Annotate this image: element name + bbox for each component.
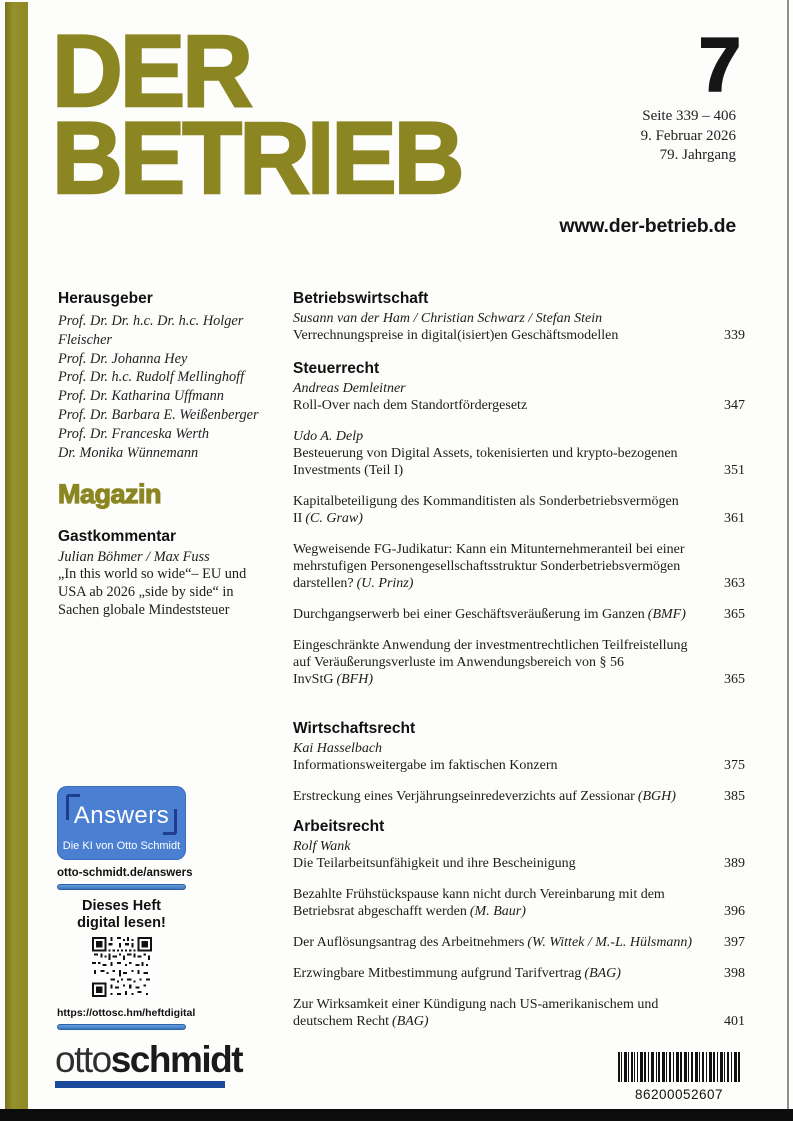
publisher-logo <box>55 1040 242 1088</box>
issue-meta <box>641 107 736 166</box>
digital-read-line1: Dieses Heft <box>82 898 161 914</box>
publisher-underline-bar <box>55 1081 225 1088</box>
entry-text <box>293 493 705 527</box>
editor-name: Prof. Dr. Johanna Hey <box>58 350 188 367</box>
publisher-part1: otto <box>55 1039 111 1080</box>
toc-entry <box>293 380 745 414</box>
spine-stripe <box>5 2 28 1109</box>
entry-ref: (C. Graw) <box>305 511 363 526</box>
digital-url: https://ottosc.hm/heftdigital <box>57 1007 196 1019</box>
page-right-edge <box>787 0 789 1109</box>
entry-title: Die Teilarbeitsunfähigkeit und ihre Bescheinigung <box>293 856 576 871</box>
entry-page-number: 347 <box>724 398 745 413</box>
digital-read-label <box>57 898 186 932</box>
editor-name: Prof. Dr. h.c. Rudolf Mellinghoff <box>58 369 245 386</box>
section-steuerrecht <box>293 360 745 688</box>
entry-text <box>293 965 621 982</box>
toc-entry <box>293 996 745 1030</box>
entry-page-number: 365 <box>724 672 745 687</box>
magazine-logo <box>52 14 462 215</box>
issue-date: 9. Februar 2026 <box>640 127 736 144</box>
entry-ref: (BAG) <box>584 966 621 981</box>
entry-page-number: 397 <box>724 935 745 950</box>
gastkommentar-title-line: Sachen globale Mindeststeuer <box>58 601 230 618</box>
entry-ref: (BGH) <box>637 789 676 804</box>
page-range: Seite 339 – 406 <box>642 108 736 124</box>
editor-name: Prof. Dr. Dr. h.c. Dr. h.c. Holger Fleischer <box>58 313 244 348</box>
toc-entry <box>293 493 745 527</box>
entry-title: Roll-Over nach dem Standortfördergesetz <box>293 398 528 413</box>
gastkommentar-authors: Julian Böhmer / Max Fuss <box>58 549 210 566</box>
entry-page-number: 385 <box>724 789 745 804</box>
entry-ref: (BAG) <box>392 1014 429 1029</box>
entry-page-number: 361 <box>724 511 745 526</box>
section-heading: Steuerrecht <box>293 360 380 377</box>
toc-entry <box>293 310 745 344</box>
answers-logo-badge <box>57 786 186 860</box>
section-arbeitsrecht <box>293 818 745 1030</box>
promo-stack <box>57 786 196 1030</box>
entry-ref: (BMF) <box>647 607 686 622</box>
divider-bar <box>57 884 186 890</box>
table-of-contents <box>293 290 745 1030</box>
toc-entry <box>293 541 745 592</box>
left-column <box>58 290 280 620</box>
divider-bar <box>57 1024 186 1030</box>
editor-name: Dr. Monika Wünnemann <box>58 444 199 461</box>
entry-text <box>293 996 705 1030</box>
publisher-part2: schmidt <box>110 1039 243 1080</box>
toc-entry <box>293 965 745 982</box>
toc-entry <box>293 606 745 623</box>
entry-authors: Udo A. Delp <box>293 429 364 444</box>
toc-entry <box>293 637 745 688</box>
issue-number: 7 <box>698 23 741 108</box>
entry-ref: (U. Prinz) <box>356 576 414 591</box>
section-heading: Betriebswirtschaft <box>293 290 429 307</box>
section-heading: Arbeitsrecht <box>293 818 385 835</box>
entry-text <box>293 541 705 592</box>
website-url: www.der-betrieb.de <box>559 215 736 237</box>
barcode-block <box>617 1052 741 1102</box>
answers-url: otto-schmidt.de/answers <box>57 867 193 879</box>
gastkommentar-title-line: USA ab 2026 „side by side“ in <box>58 584 234 601</box>
entry-page-number: 401 <box>724 1014 745 1029</box>
entry-text <box>293 788 676 805</box>
herausgeber-list <box>58 312 280 462</box>
toc-entry <box>293 740 745 774</box>
toc-entry <box>293 838 745 872</box>
magazin-heading: Magazin <box>58 479 162 510</box>
entry-text <box>293 310 618 344</box>
entry-authors: Susann van der Ham / Christian Schwarz / Stefan Stein <box>293 311 603 326</box>
entry-ref: (M. Baur) <box>469 904 526 919</box>
entry-title: Zur Wirksamkeit einer Kündigung nach US-amerikanischem und deutschem Recht <box>293 997 659 1029</box>
entry-page-number: 398 <box>724 966 745 981</box>
entry-title: Wegweisende FG-Judikatur: Kann ein Mitunternehmeranteil bei einer mehrstufigen Personengesellschaftsstruktur Sonderbetriebsvermögen darstellen? <box>293 542 685 591</box>
section-betriebswirtschaft <box>293 290 745 344</box>
section-wirtschaftsrecht <box>293 720 745 805</box>
entry-title: Erzwingbare Mitbestimmung aufgrund Tarifvertrag <box>293 966 582 981</box>
toc-entry <box>293 428 745 479</box>
entry-ref: (BFH) <box>336 672 373 687</box>
gastkommentar-block <box>58 528 280 619</box>
entry-title: Kapitalbeteiligung des Kommanditisten als Sonderbetriebsvermögen II <box>293 494 679 526</box>
barcode-number: 86200052607 <box>634 1087 724 1102</box>
entry-title: Der Auflösungsantrag des Arbeitnehmers <box>293 935 525 950</box>
toc-entry <box>293 886 745 920</box>
entry-text <box>293 838 576 872</box>
gastkommentar-heading: Gastkommentar <box>58 528 177 546</box>
section-heading: Wirtschaftsrecht <box>293 720 416 737</box>
entry-text <box>293 380 527 414</box>
entry-page-number: 389 <box>724 856 745 871</box>
editor-name: Prof. Dr. Katharina Uffmann <box>58 388 224 405</box>
entry-title: Bezahlte Frühstückspause kann nicht durch Vereinbarung mit dem Betriebsrat abgeschafft werden <box>293 887 665 919</box>
qr-code <box>57 937 186 1002</box>
toc-entry <box>293 934 745 951</box>
herausgeber-heading: Herausgeber <box>58 290 153 307</box>
entry-page-number: 339 <box>724 328 745 343</box>
entry-authors: Rolf Wank <box>293 839 351 854</box>
entry-page-number: 363 <box>724 576 745 591</box>
entry-title: Durchgangserwerb bei einer Geschäftsveräußerung im Ganzen <box>293 607 645 622</box>
answers-tagline: Die KI von Otto Schmidt <box>62 840 181 852</box>
logo-line-2: BETRIEB <box>52 101 462 215</box>
entry-page-number: 351 <box>724 463 745 478</box>
volume: 79. Jahrgang <box>659 147 736 163</box>
answers-brand: Answers <box>73 802 170 829</box>
editor-name: Prof. Dr. Barbara E. Weißenberger <box>58 406 259 423</box>
entry-title: Erstreckung eines Verjährungseinredeverzichts auf Zessionar <box>293 789 635 804</box>
entry-ref: (W. Wittek / M.-L. Hülsmann) <box>527 935 693 950</box>
entry-text <box>293 637 705 688</box>
publisher-wordmark <box>55 1040 242 1080</box>
digital-read-line2: digital lesen! <box>77 915 166 931</box>
toc-entry <box>293 788 745 805</box>
entry-text <box>293 606 686 623</box>
entry-authors: Andreas Demleitner <box>293 381 406 396</box>
entry-text <box>293 428 705 479</box>
entry-text <box>293 886 705 920</box>
entry-text <box>293 934 692 951</box>
entry-authors: Kai Hasselbach <box>293 741 383 756</box>
entry-page-number: 396 <box>724 904 745 919</box>
entry-title: Besteuerung von Digital Assets, tokenisierten und krypto-bezogenen Investments (Teil I) <box>293 446 678 478</box>
barcode <box>618 1052 740 1082</box>
logo-line-1: DER <box>52 14 251 128</box>
entry-page-number: 365 <box>724 607 745 622</box>
bottom-edge-bar <box>0 1109 793 1121</box>
entry-text <box>293 740 557 774</box>
entry-title: Informationsweitergabe im faktischen Konzern <box>293 758 558 773</box>
entry-title: Verrechnungspreise in digital(isiert)en Geschäftsmodellen <box>293 328 619 343</box>
editor-name: Prof. Dr. Franceska Werth <box>58 425 210 442</box>
qr-code-image <box>92 937 152 997</box>
entry-title: Eingeschränkte Anwendung der investmentrechtlichen Teilfreistellung auf Veräußerungsverluste im Anwendungsbereich von § 56 InvStG <box>293 638 688 687</box>
gastkommentar-title-line: „In this world so wide“– EU und <box>58 566 247 583</box>
entry-page-number: 375 <box>724 758 745 773</box>
